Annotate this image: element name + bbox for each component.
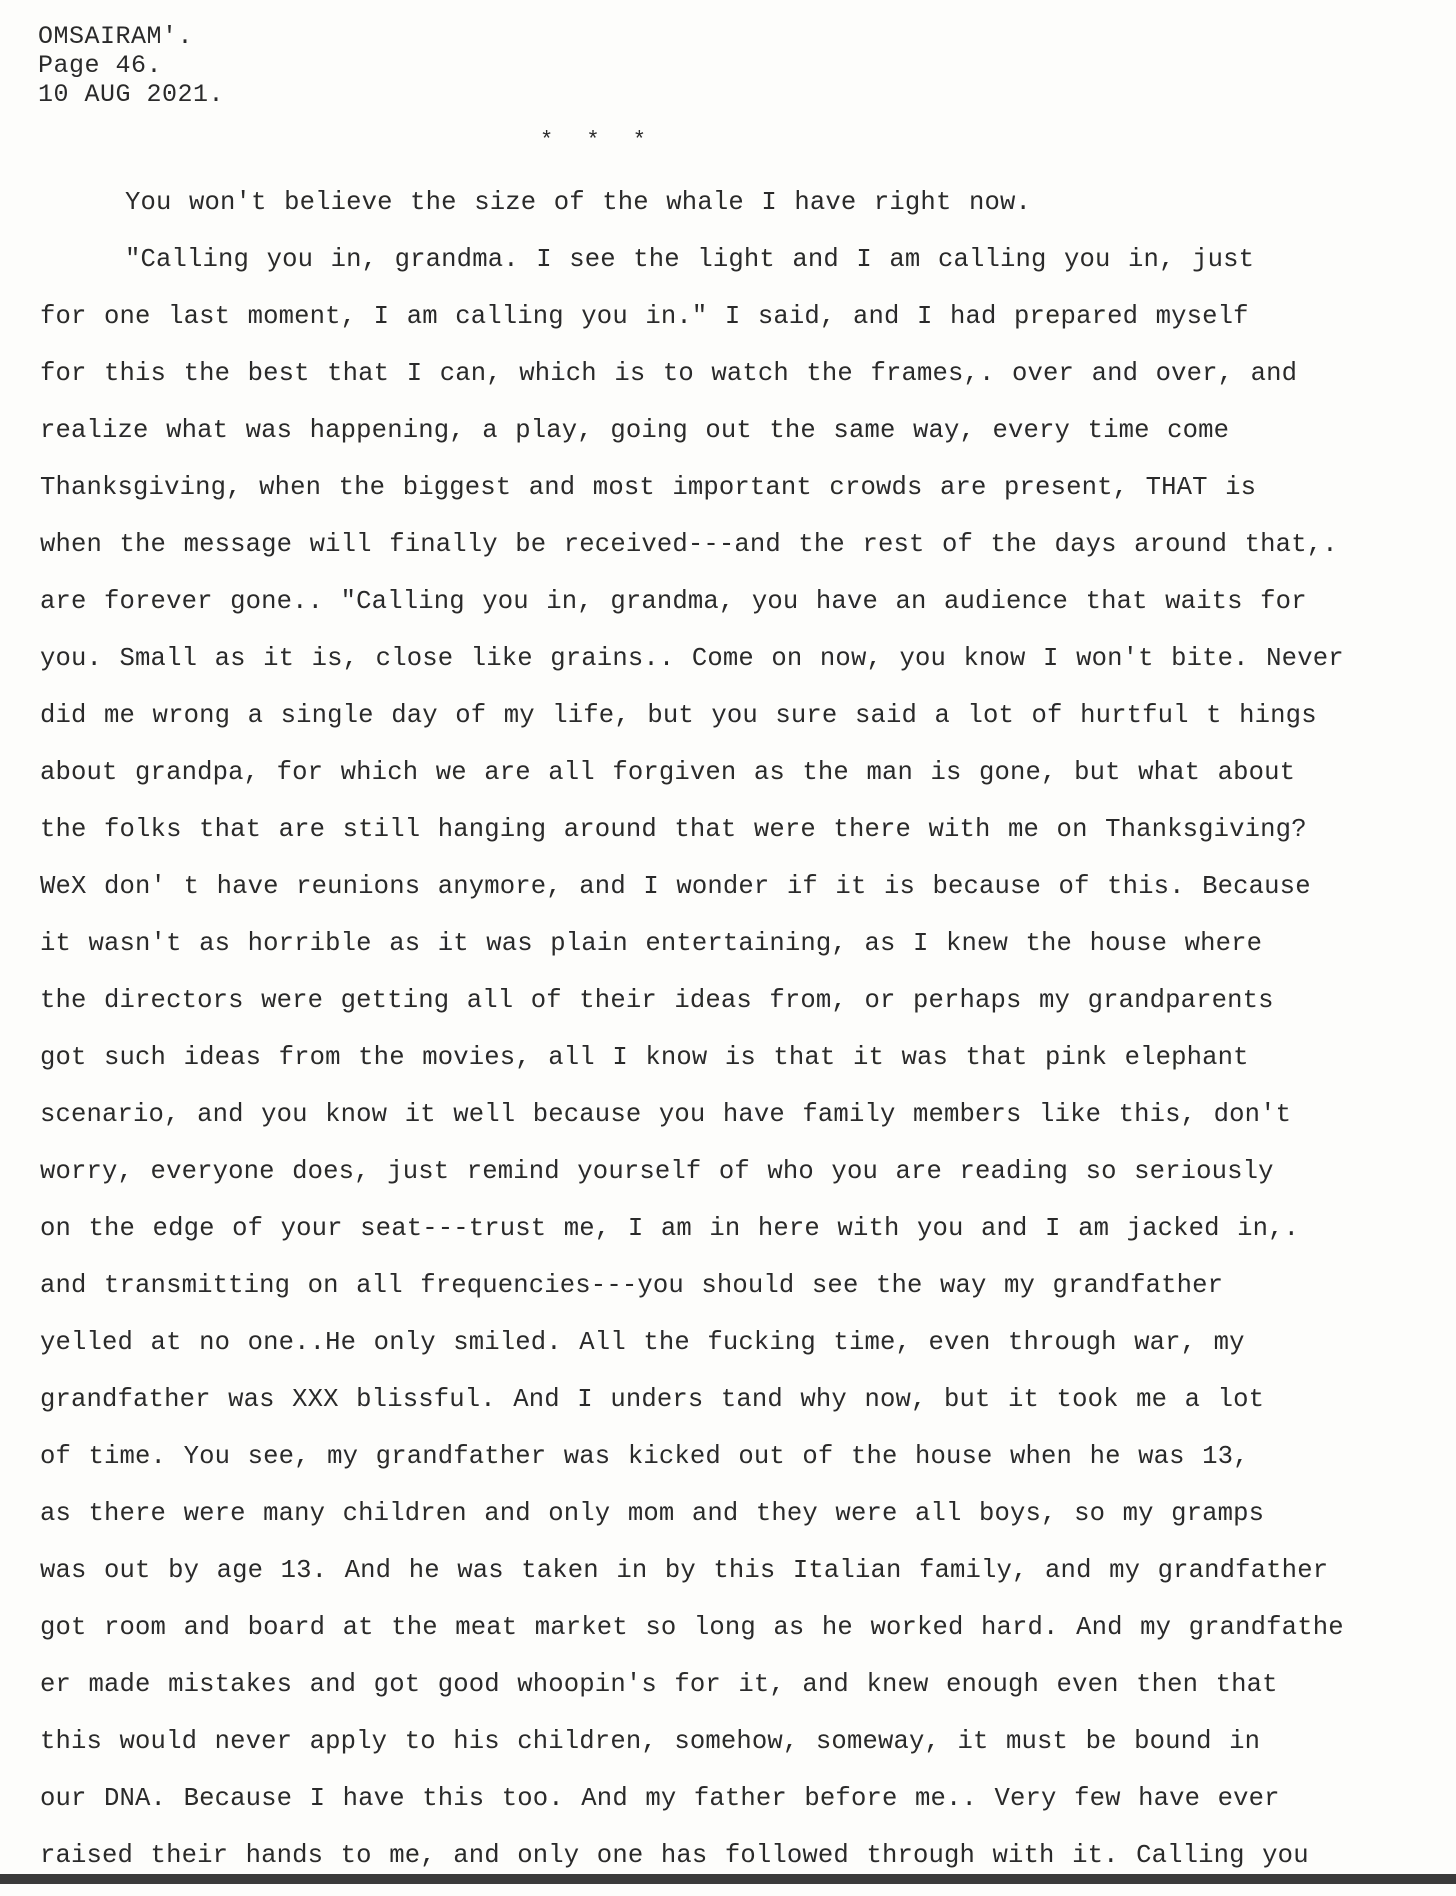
text-line: yelled at no one..He only smiled. All the fucking time, even through war, my	[40, 1328, 1245, 1357]
text-line: our DNA. Because I have this too. And my father before me.. Very few have ever	[40, 1784, 1280, 1813]
body-text	[40, 186, 1420, 1896]
text-line: got such ideas from the movies, all I know is that it was that pink elephant	[40, 1043, 1249, 1072]
text-line: got room and board at the meat market so long as he worked hard. And my grandfathe	[40, 1613, 1344, 1642]
text-line: of time. You see, my grandfather was kicked out of the house when he was 13,	[40, 1442, 1249, 1471]
text-line: for this the best that I can, which is to watch the frames,. over and over, and	[40, 359, 1298, 388]
text-line: as there were many children and only mom and they were all boys, so my gramps	[40, 1499, 1265, 1528]
text-line: scenario, and you know it well because you have family members like this, don't	[40, 1100, 1292, 1129]
text-line: on the edge of your seat---trust me, I am in here with you and I am jacked in,.	[40, 1214, 1300, 1243]
text-line: realize what was happening, a play, going out the same way, every time come	[40, 416, 1230, 445]
header-title: OMSAIRAM'.	[38, 22, 194, 51]
text-line: when the message will finally be received---and the rest of the days around that,.	[40, 530, 1338, 559]
text-line: are forever gone.. "Calling you in, grandma, you have an audience that waits for	[40, 587, 1307, 616]
text-line: the directors were getting all of their ideas from, or perhaps my grandparents	[40, 986, 1274, 1015]
header-date: 10 AUG 2021.	[38, 80, 225, 109]
text-line: You won't believe the size of the whale I have right now.	[125, 188, 1031, 217]
text-line: did me wrong a single day of my life, but you sure said a lot of hurtful t hings	[40, 701, 1317, 730]
page-header	[38, 22, 224, 109]
text-line: this would never apply to his children, somehow, someway, it must be bound in	[40, 1727, 1261, 1756]
text-line: it wasn't as horrible as it was plain entertaining, as I knew the house where	[40, 929, 1263, 958]
text-line: and transmitting on all frequencies---you should see the way my grandfather	[40, 1271, 1224, 1300]
header-page-number: Page 46.	[38, 51, 163, 80]
text-line: was out by age 13. And he was taken in by this Italian family, and my grandfather	[40, 1556, 1329, 1585]
section-separator: * * *	[540, 128, 657, 153]
text-line: WeX don' t have reunions anymore, and I wonder if it is because of this. Because	[40, 872, 1311, 901]
text-line: the folks that are still hanging around that were there with me on Thanksgiving?	[40, 815, 1307, 844]
text-line: you. Small as it is, close like grains.. Come on now, you know I won't bite. Never	[40, 644, 1344, 673]
text-line: "Calling you in, grandma. I see the light and I am calling you in, just	[125, 245, 1255, 274]
text-line: about grandpa, for which we are all forgiven as the man is gone, but what about	[40, 758, 1296, 787]
text-line: Thanksgiving, when the biggest and most important crowds are present, THAT is	[40, 473, 1257, 502]
text-line: raised their hands to me, and only one has followed through with it. Calling you	[40, 1841, 1309, 1870]
text-line: er made mistakes and got good whoopin's for it, and knew enough even then that	[40, 1670, 1278, 1699]
text-line: grandfather was XXX blissful. And I unders tand why now, but it took me a lot	[40, 1385, 1265, 1414]
text-line: worry, everyone does, just remind yourself of who you are reading so seriously	[40, 1157, 1274, 1186]
scan-bottom-edge	[0, 1874, 1456, 1884]
text-line: for one last moment, I am calling you in." I said, and I had prepared myself	[40, 302, 1249, 331]
